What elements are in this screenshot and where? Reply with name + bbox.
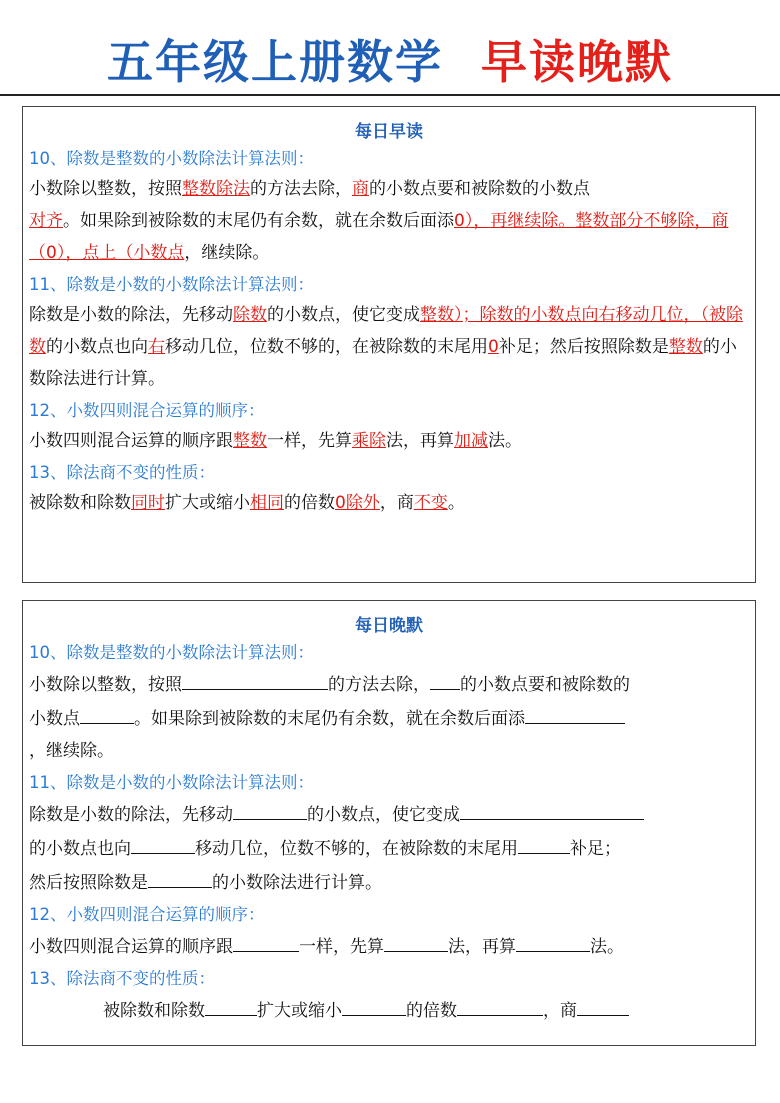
text-segment: 被除数和除数 xyxy=(29,493,131,513)
text-segment: 的倍数 xyxy=(406,1001,457,1021)
text-segment: ，继续除。 xyxy=(29,741,114,761)
question-12-heading: 12、小数四则混合运算的顺序： xyxy=(29,905,265,924)
question-12-heading: 12、小数四则混合运算的顺序： xyxy=(29,401,265,420)
answer-blank[interactable] xyxy=(342,993,406,1016)
question-13-fill-text xyxy=(29,993,751,1027)
answer-blank[interactable] xyxy=(80,701,134,724)
text-segment: 被除数和除数 xyxy=(103,1001,205,1021)
answer-segment: 0），再继续除。整数部分不够除，商（0），点上（小数点 xyxy=(29,211,729,263)
question-11-heading: 11、除数是小数的小数除法计算法则： xyxy=(29,275,314,294)
text-segment: 。 xyxy=(447,493,465,513)
answer-segment: 整数）；除数的小数点向右移动几位，（被除数 xyxy=(29,305,743,357)
text-segment: 小数四则混合运算的顺序跟 xyxy=(29,937,233,957)
answer-segment: 整数 xyxy=(668,337,703,357)
question-10-fill-text xyxy=(29,667,751,767)
text-segment: 一样，先算 xyxy=(267,431,352,451)
answer-segment: 不变 xyxy=(413,493,448,513)
text-segment: 补足；然后按照除数是 xyxy=(498,337,669,357)
text-segment: 除数是小数的除法，先移动 xyxy=(29,305,233,325)
text-segment: 扩大或缩小 xyxy=(165,493,250,513)
text-segment: 的方法去除， xyxy=(328,675,430,695)
answer-segment: 乘除 xyxy=(352,431,386,451)
answer-segment: 整数 xyxy=(233,431,267,451)
answer-blank[interactable] xyxy=(460,797,644,820)
answer-segment: 右 xyxy=(148,337,165,357)
text-segment: 的小数除法进行计算。 xyxy=(212,873,382,893)
answer-blank[interactable] xyxy=(233,929,299,952)
answer-segment: 相同 xyxy=(250,493,284,513)
question-13-heading: 13、除法商不变的性质： xyxy=(29,463,215,482)
answer-blank[interactable] xyxy=(233,797,307,820)
text-segment: 扩大或缩小 xyxy=(257,1001,342,1021)
question-13-heading: 13、除法商不变的性质： xyxy=(29,969,215,988)
answer-blank[interactable] xyxy=(205,993,257,1016)
recite-panel-title: 每日晚默 xyxy=(355,616,423,636)
text-segment: 的小数除法进行计算。 xyxy=(29,337,737,389)
answer-blank[interactable] xyxy=(131,831,195,854)
text-segment: 法，再算 xyxy=(386,431,454,451)
reading-panel xyxy=(22,106,756,583)
text-segment: 然后按照除数是 xyxy=(29,873,148,893)
answer-blank[interactable] xyxy=(457,993,543,1016)
answer-segment: 0除外 xyxy=(335,493,380,513)
answer-segment: 除数 xyxy=(233,305,267,325)
text-segment: 小数四则混合运算的顺序跟 xyxy=(29,431,233,451)
answer-blank[interactable] xyxy=(384,929,448,952)
page-title xyxy=(0,26,780,92)
title-blue: 五年级上册数学 xyxy=(107,35,443,89)
answer-blank[interactable] xyxy=(577,993,629,1016)
text-segment: 除数是小数的除法，先移动 xyxy=(29,805,233,825)
title-red: 早读晚默 xyxy=(481,35,673,89)
text-segment: 的小数点，使它变成 xyxy=(307,805,460,825)
question-13-text xyxy=(29,487,751,519)
text-segment: 小数点 xyxy=(29,709,80,729)
answer-blank[interactable] xyxy=(516,929,590,952)
question-11-text xyxy=(29,299,751,395)
text-segment: 法。 xyxy=(590,937,624,957)
text-segment: 法，再算 xyxy=(448,937,516,957)
text-segment: 的小数点，使它变成 xyxy=(267,305,420,325)
text-segment: 的小数点也向 xyxy=(46,337,148,357)
answer-segment: 商 xyxy=(352,179,369,199)
reading-panel-title: 每日早读 xyxy=(355,122,423,142)
text-segment: 的小数点也向 xyxy=(29,839,131,859)
answer-segment: 加减 xyxy=(454,431,488,451)
answer-segment: 整数除法 xyxy=(182,179,250,199)
answer-segment: 0 xyxy=(488,337,499,357)
text-segment: 法。 xyxy=(488,431,522,451)
text-segment: 小数除以整数，按照 xyxy=(29,675,182,695)
question-11-fill-text xyxy=(29,797,751,899)
header xyxy=(0,0,780,96)
question-12-text xyxy=(29,425,751,457)
question-11-heading: 11、除数是小数的小数除法计算法则： xyxy=(29,773,314,792)
text-segment: 的小数点要和被除数的 xyxy=(460,675,630,695)
text-segment: 移动几位，位数不够的，在被除数的末尾用 xyxy=(195,839,518,859)
question-12-fill-text xyxy=(29,929,751,963)
question-10-heading: 10、除数是整数的小数除法计算法则： xyxy=(29,643,314,662)
answer-blank[interactable] xyxy=(525,701,625,724)
text-segment: 。如果除到被除数的末尾仍有余数，就在余数后面添 xyxy=(134,709,525,729)
text-segment: ，商 xyxy=(379,493,414,513)
text-segment: ，商 xyxy=(543,1001,577,1021)
text-segment: ，继续除。 xyxy=(184,243,270,263)
text-segment: 一样，先算 xyxy=(299,937,384,957)
recite-panel-body xyxy=(23,639,755,1027)
text-segment: 小数除以整数，按照 xyxy=(29,179,182,199)
reading-panel-body xyxy=(23,145,755,519)
answer-blank[interactable] xyxy=(148,865,212,888)
text-segment: 补足； xyxy=(570,839,621,859)
answer-blank[interactable] xyxy=(182,667,328,690)
answer-blank[interactable] xyxy=(430,667,460,690)
header-divider xyxy=(0,94,780,96)
recite-panel xyxy=(22,600,756,1046)
question-10-heading: 10、除数是整数的小数除法计算法则： xyxy=(29,149,314,168)
text-segment: 移动几位，位数不够的，在被除数的末尾用 xyxy=(165,337,488,357)
question-10-text xyxy=(29,173,751,269)
text-segment: 。如果除到被除数的末尾仍有余数，就在余数后面添 xyxy=(63,211,454,231)
answer-segment: 同时 xyxy=(131,493,165,513)
text-segment: 的方法去除， xyxy=(250,179,352,199)
answer-segment: 对齐 xyxy=(29,211,63,231)
text-segment: 的倍数 xyxy=(284,493,335,513)
answer-blank[interactable] xyxy=(518,831,570,854)
text-segment: 的小数点要和被除数的小数点 xyxy=(369,179,590,199)
